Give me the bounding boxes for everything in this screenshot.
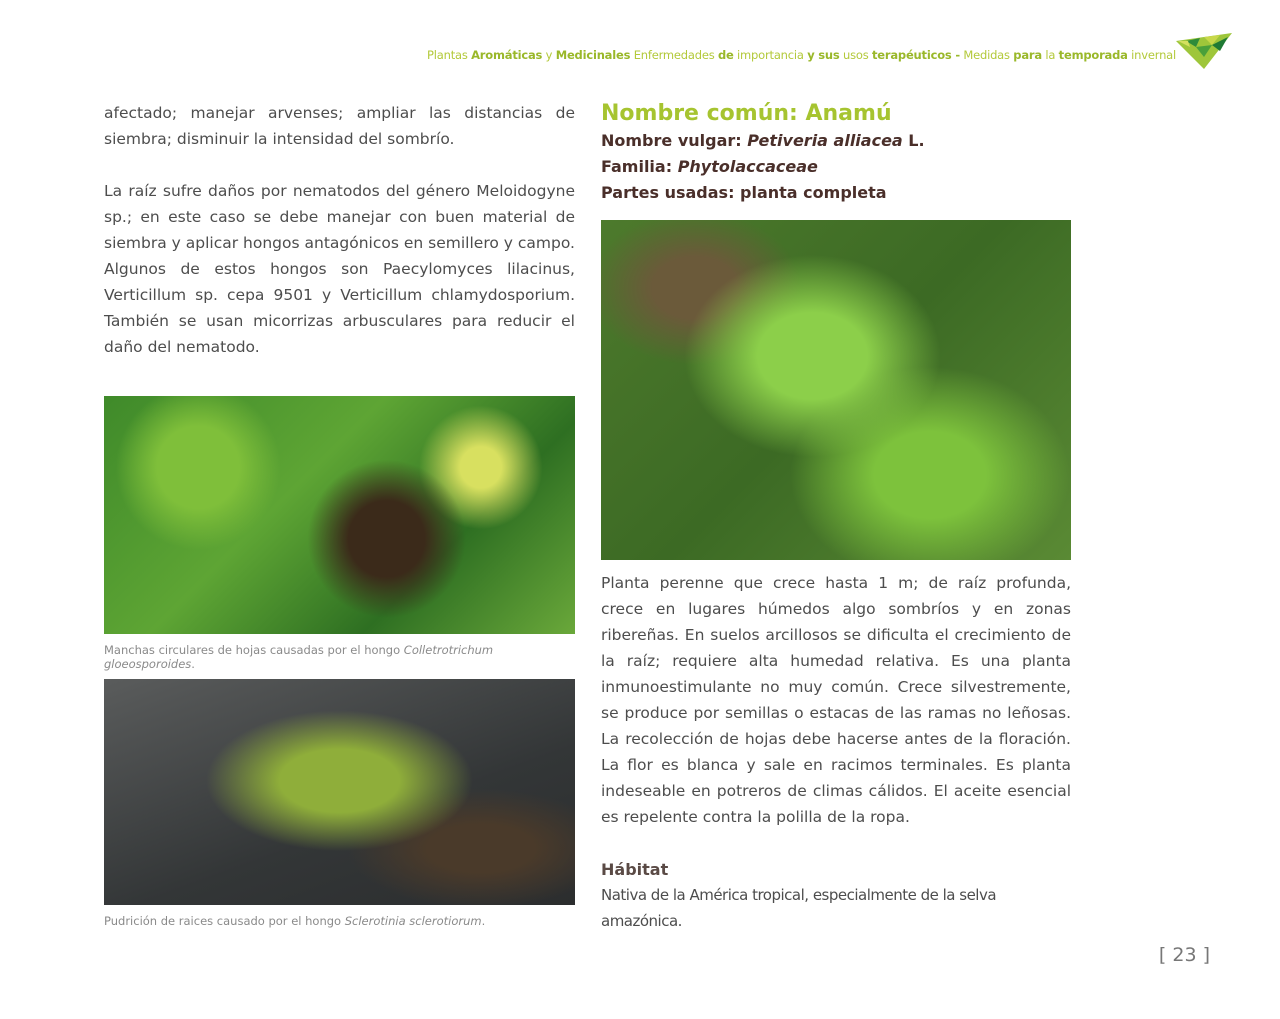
header-text: usos	[839, 48, 872, 62]
value: Phytolaccaceae	[677, 157, 818, 176]
header-text: terapéuticos -	[872, 48, 960, 62]
caption-species: Colletrotrichum gloeosporoides	[104, 643, 494, 671]
photo-anamu-plant	[601, 220, 1071, 560]
family	[601, 154, 1071, 180]
caption-species: Sclerotinia sclerotiorum	[344, 914, 482, 928]
right-column	[601, 100, 1071, 934]
header-text: y sus	[807, 48, 840, 62]
left-column	[104, 100, 575, 936]
header-text: Aromáticas	[471, 48, 543, 62]
caption-text: Pudrición de raices causado por el hongo	[104, 914, 345, 928]
parts-used: Partes usadas: planta completa	[601, 183, 887, 202]
header-text: Medidas	[959, 48, 1014, 62]
header-text: temporada	[1058, 48, 1128, 62]
header-text: la	[1041, 48, 1059, 62]
caption-text: Manchas circulares de hojas causadas por el hongo	[104, 643, 404, 657]
description-paragraph: Planta perenne que crece hasta 1 m; de raíz profunda, crece en lugares húmedos algo sombríos y en zonas ribereñas. En suelos arcillosos se dificulta el crecimiento de la raíz; requiere alta humedad relativa. Es una planta inmunoestimulante no muy común. Crece silvestremente, se produce por semillas o estacas de las ramas no leñosas. La recolección de hojas debe hacerse antes de la floración. La flor es blanca y sale en racimos terminales. Es planta indeseable en potreros de climas cálidos. El aceite esencial es repelente contra la polilla de la ropa.	[601, 574, 1071, 826]
header-text: Plantas	[427, 48, 472, 62]
body-paragraph: La raíz sufre daños por nematodos del género Meloidogyne sp.; en este caso se debe manejar con buen material de siembra y aplicar hongos antagónicos en semillero y campo. Algunos de estos hongos son Paecylomyces lilacinus, Verticillum sp. cepa 9501 y Verticillum chlamydosporium. También se usan micorrizas arbusculares para reducir el daño del nematodo.	[104, 182, 575, 356]
photo-leaf-spots	[104, 396, 575, 634]
photo-root-rot	[104, 679, 575, 905]
header-text: importancia	[733, 48, 808, 62]
body-paragraph: afectado; manejar arvenses; ampliar las distancias de siembra; disminuir la intensidad del sombrío.	[104, 104, 575, 148]
header-text: Enfermedades	[630, 48, 718, 62]
label: Nombre vulgar:	[601, 131, 748, 150]
value: Petiveria alliacea	[747, 131, 903, 150]
photo-caption: Manchas circulares de hojas causadas por el hongo Colletrotrichum gloeosporoides.	[104, 643, 494, 671]
section-title: Nombre común: Anamú	[601, 101, 892, 126]
header-text: Medicinales	[555, 48, 631, 62]
header-text: para	[1013, 48, 1042, 62]
header-text: y	[542, 48, 556, 62]
page-number: [ 23 ]	[1158, 944, 1210, 966]
vulgar-name	[601, 128, 1071, 154]
running-header	[427, 48, 1176, 62]
logo-icon	[1176, 33, 1232, 69]
habitat-text: Nativa de la América tropical, especialmente de la selva amazónica.	[601, 886, 997, 930]
label: Familia:	[601, 157, 678, 176]
suffix: L.	[902, 131, 925, 150]
header-text: invernal	[1127, 48, 1176, 62]
habitat-heading: Hábitat	[601, 860, 669, 879]
header-text: de	[717, 48, 734, 62]
photo-caption: Pudrición de raices causado por el hongo Sclerotinia sclerotiorum.	[104, 914, 486, 928]
